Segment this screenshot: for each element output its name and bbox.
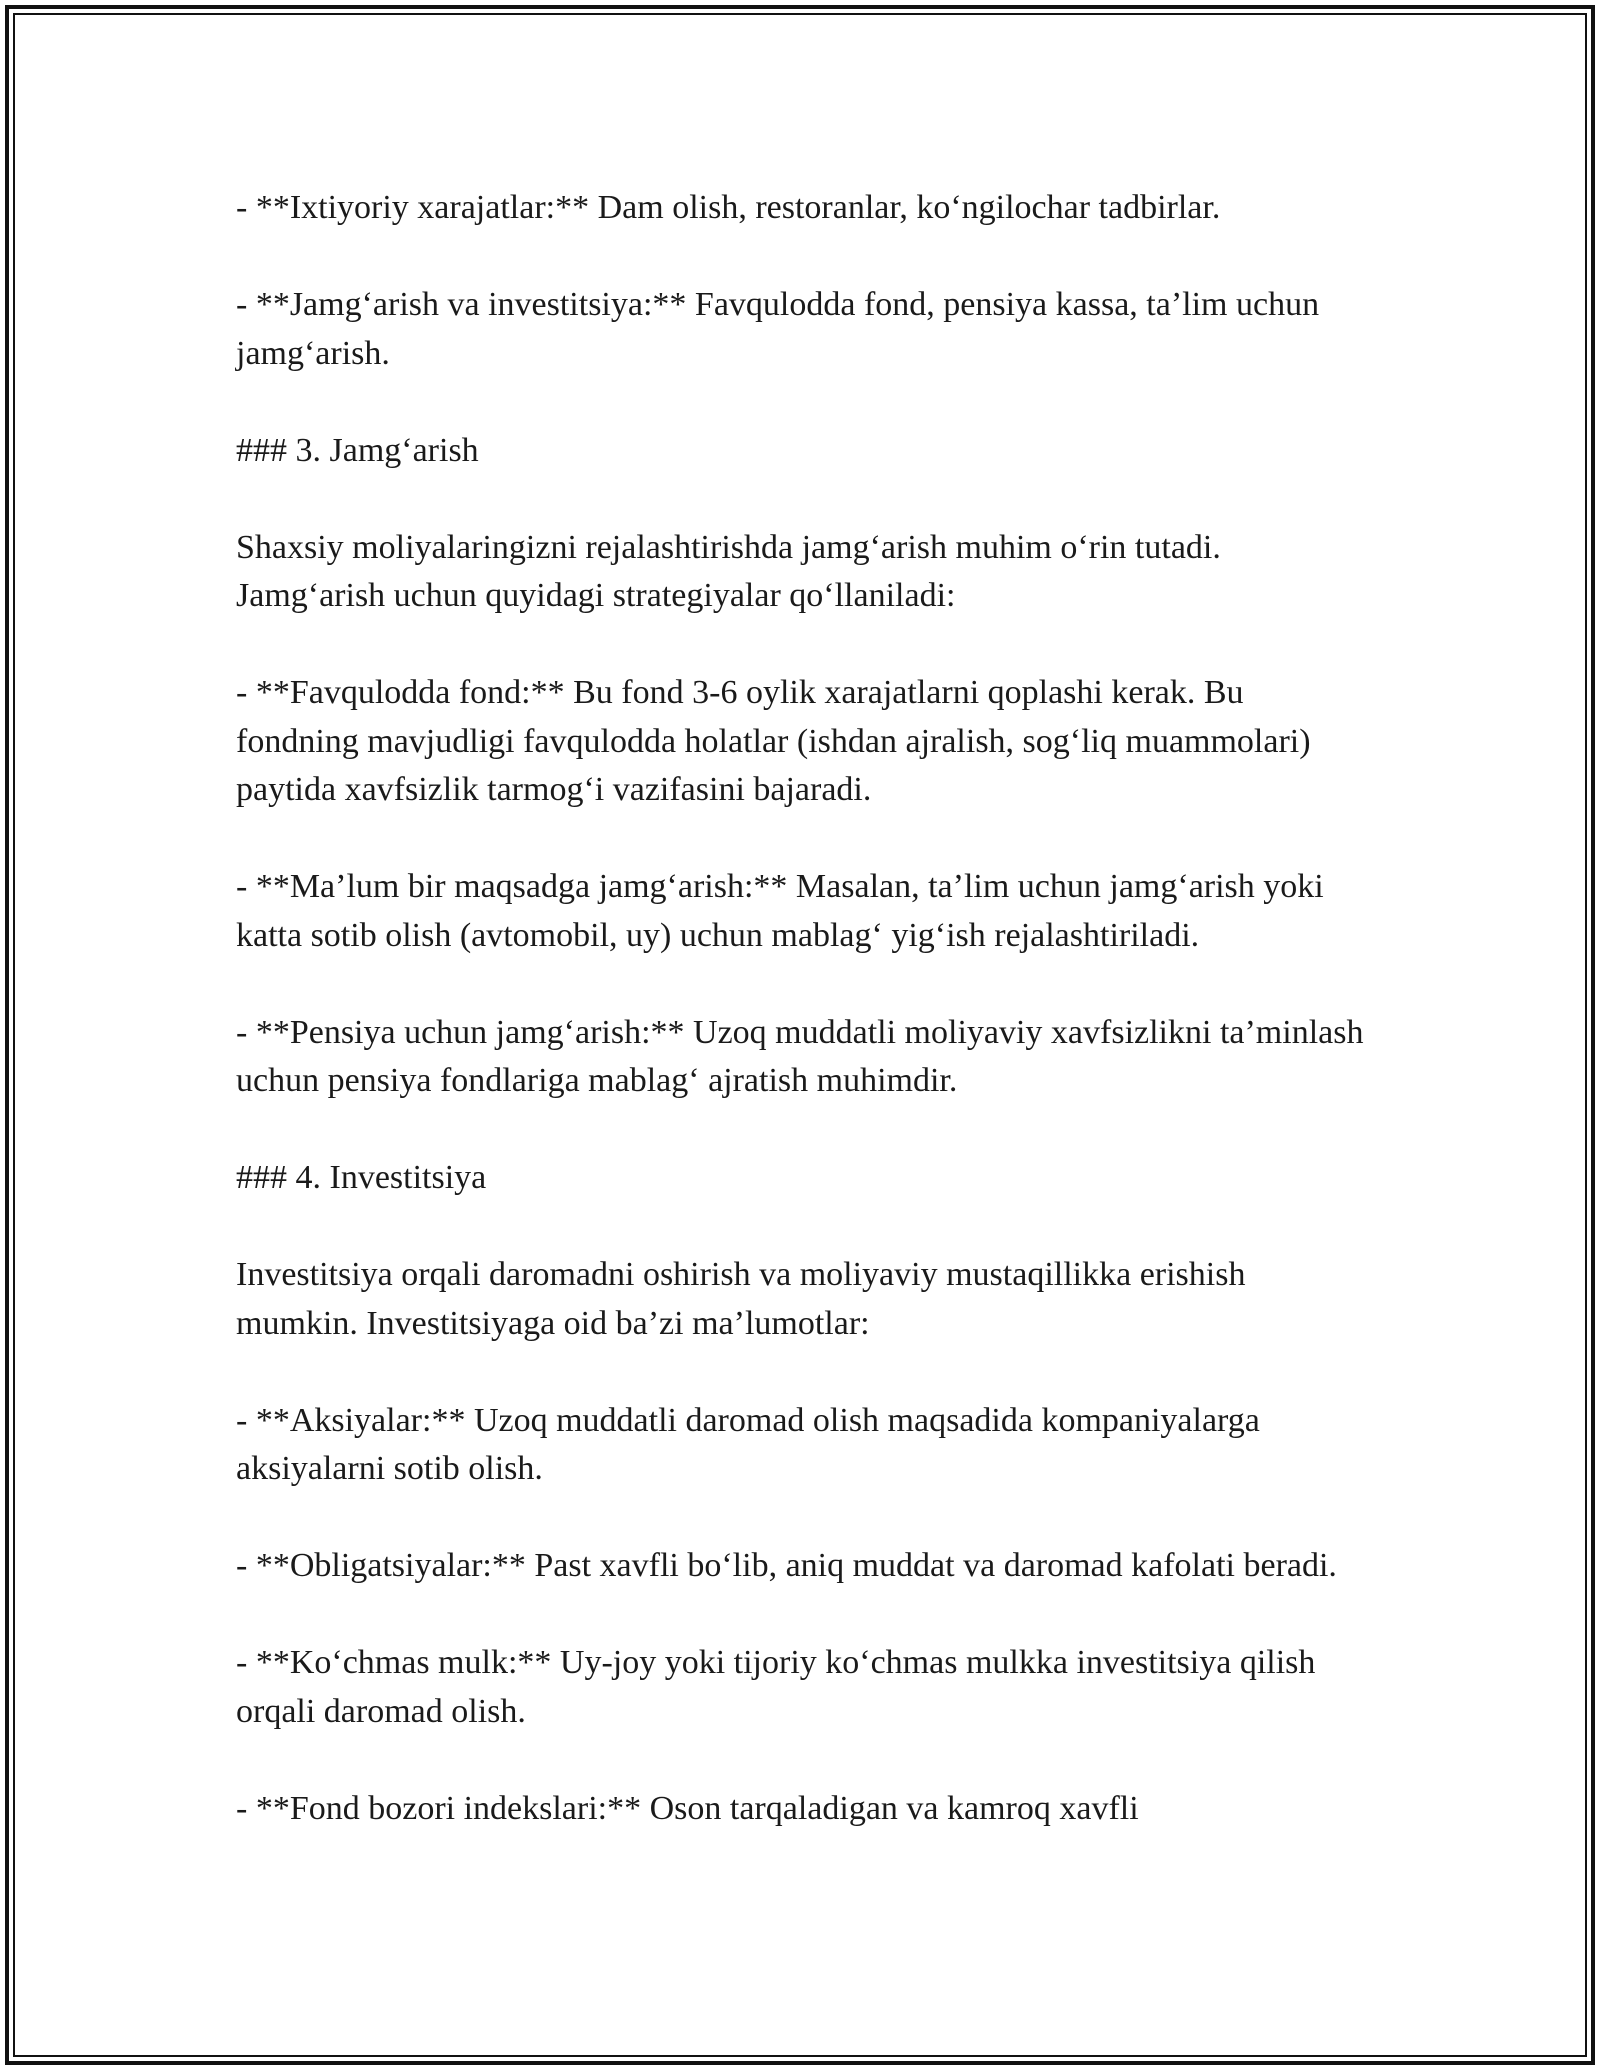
paragraph-investitsiya-intro: Investitsiya orqali daromadni oshirish va moliyaviy mustaqillikka erishish mumkin. Investitsiyaga oid ba’zi ma’lumotlar: xyxy=(236,1256,1246,1342)
bullet-pensiya-jamgarish: - **Pensiya uchun jamg‘arish:** Uzoq muddatli moliyaviy xavfsizlikni ta’minlash uchun pensiya fondlariga mablag‘ ajratish muhimdir. xyxy=(236,1013,1364,1099)
heading-investitsiya: ### 4. Investitsiya xyxy=(236,1159,487,1196)
bullet-obligatsiyalar: - **Obligatsiyalar:** Past xavfli bo‘lib, aniq muddat va daromad kafolati beradi. xyxy=(236,1547,1337,1584)
bullet-aksiyalar: - **Aksiyalar:** Uzoq muddatli daromad olish maqsadida kompaniyalarga aksiyalarni sotib olish. xyxy=(236,1401,1260,1487)
heading-jamgarish: ### 3. Jamg‘arish xyxy=(236,431,479,469)
bullet-kochmas-mulk: - **Ko‘chmas mulk:** Uy-joy yoki tijoriy ko‘chmas mulkka investitsiya qilish orqali daromad olish. xyxy=(236,1644,1316,1730)
bullet-jamgarish-va-investitsiya: - **Jamg‘arish va investitsiya:** Favqulodda fond, pensiya kassa, ta’lim uchun jamg‘arish. xyxy=(236,286,1320,372)
bullet-ixtiyoriy-xarajatlar: - **Ixtiyoriy xarajatlar:** Dam olish, restoranlar, ko‘ngilochar tadbirlar. xyxy=(236,189,1221,226)
bullet-fond-bozori-indekslari: - **Fond bozori indekslari:** Oson tarqaladigan va kamroq xavfli xyxy=(236,1789,1139,1827)
paragraph-jamgarish-intro: Shaxsiy moliyalaringizni rejalashtirishda jamg‘arish muhim o‘rin tutadi. Jamg‘arish uchun quyidagi strategiyalar qo‘llaniladi: xyxy=(236,528,1221,614)
document-body xyxy=(236,184,1366,1833)
bullet-maqsadga-jamgarish: - **Ma’lum bir maqsadga jamg‘arish:** Masalan, ta’lim uchun jamg‘arish yoki katta sotib olish (avtomobil, uy) uchun mablag‘ yig‘ish rejalashtiriladi. xyxy=(236,868,1324,954)
bullet-favqulodda-fond: - **Favqulodda fond:** Bu fond 3-6 oylik xarajatlarni qoplashi kerak. Bu fondning mavjudligi favqulodda holatlar (ishdan ajralish, sog‘liq muammolari) paytida xavfsizlik tarmog‘i vazifasini bajaradi. xyxy=(236,674,1311,808)
